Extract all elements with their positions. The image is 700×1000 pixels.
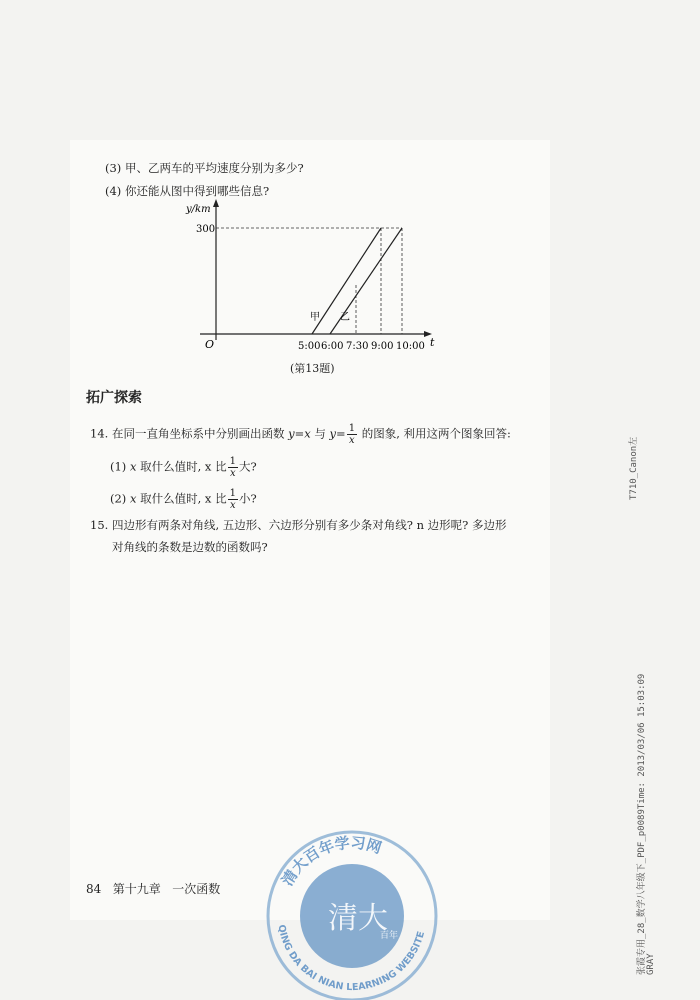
- x-tick-900: 9:00: [371, 341, 394, 352]
- y-axis-label: y/km: [186, 204, 211, 215]
- q14-2-var: x: [129, 491, 137, 506]
- fraction-denominator: x: [229, 468, 236, 479]
- q14-1-d: 大?: [238, 459, 257, 474]
- fraction-numerator: 1: [229, 488, 236, 499]
- q14-expr2: y=: [329, 426, 346, 441]
- stamp-ring-english: QING DA BAI NIAN LEARNING WEBSITE: [275, 923, 428, 994]
- q14-fraction: [347, 423, 357, 446]
- q14-stem-c: 的图象, 利用这两个图象回答:: [361, 426, 511, 441]
- series-label-jia: 甲: [310, 312, 320, 323]
- question-13-4: (4) 你还能从图中得到哪些信息?: [105, 184, 270, 198]
- y-tick-300: 300: [196, 224, 216, 235]
- section-title: 拓广探索: [86, 390, 142, 406]
- question-13-3: (3) 甲、乙两车的平均速度分别为多少?: [105, 161, 304, 175]
- chapter-title: 一次函数: [172, 882, 221, 896]
- q14-1-num: (1): [110, 459, 127, 474]
- question-14-2: [110, 488, 257, 511]
- x-tick-1000: 10:00: [396, 341, 425, 352]
- q14-stem-b: 与: [314, 426, 326, 441]
- q14-1-b: 取什么值时,: [140, 459, 202, 474]
- q14-1-var: x: [129, 459, 137, 474]
- question-14-stem: [90, 423, 511, 446]
- y-axis-arrow: [213, 199, 219, 207]
- question-14-1: [110, 456, 257, 479]
- page-footer: [86, 880, 220, 897]
- q14-2-num: (2): [110, 491, 127, 506]
- fraction-denominator: x: [349, 435, 355, 446]
- q14-1-c: x 比: [204, 459, 227, 474]
- question-15-line1: 15. 四边形有两条对角线, 五边形、六边形分别有多少条对角线? n 边形呢? 多边形: [90, 518, 507, 532]
- q14-stem-a: 14. 在同一直角坐标系中分别画出函数: [90, 426, 285, 441]
- x-axis-label: t: [430, 336, 435, 349]
- origin-label: O: [205, 338, 215, 351]
- x-tick-730: 7:30: [346, 341, 369, 352]
- question-15-line2: 对角线的条数是边数的函数吗?: [112, 540, 268, 554]
- side-label-bottom: 张霞专用_28_数学八年级下_PDF_p0089Time: 2013/03/06 15:03:09: [637, 673, 647, 975]
- q14-2-fraction: [228, 488, 238, 511]
- fraction-denominator: x: [229, 500, 236, 511]
- chapter-label: 第十九章: [112, 882, 161, 896]
- q14-2-b: 取什么值时,: [140, 491, 202, 506]
- page-number: 84: [86, 882, 102, 896]
- x-tick-500: 5:00: [298, 341, 321, 352]
- fraction-numerator: 1: [229, 456, 236, 467]
- side-label-top: T710_Canon左: [629, 436, 639, 500]
- q14-2-c: x 比: [204, 491, 227, 506]
- q14-1-fraction: [228, 456, 238, 479]
- q14-expr1: y=x: [288, 426, 311, 441]
- stamp-center-text: 清大: [328, 901, 388, 936]
- q14-2-d: 小?: [238, 491, 257, 506]
- series-label-yi: 乙: [340, 312, 350, 323]
- watermark-stamp: [262, 826, 442, 1000]
- stamp-ring-text: 清大百年学习网: [278, 833, 384, 889]
- side-label-gray: GRAY: [646, 953, 656, 975]
- fraction-numerator: 1: [348, 423, 356, 434]
- figure-caption: (第13题): [290, 362, 335, 375]
- stamp-side-text: 百年: [380, 931, 399, 941]
- x-tick-600: 6:00: [321, 341, 344, 352]
